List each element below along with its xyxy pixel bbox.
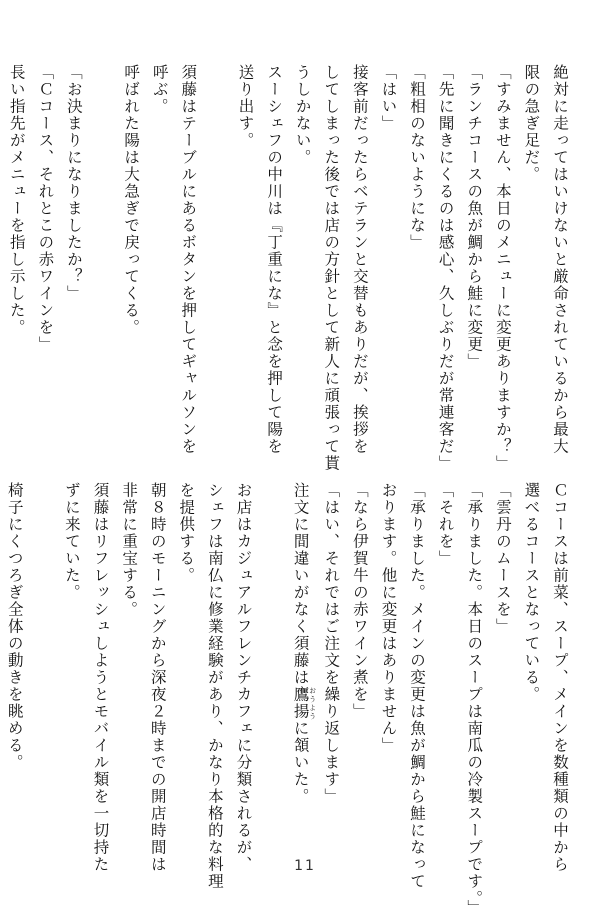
text-line: 選べるコースとなっている。 [522,482,541,703]
text-line: 朝８時のモーニングから深夜２時までの開店時間は [148,482,167,873]
ruby-reading: おうよう [308,686,317,720]
blank-line [29,482,58,862]
text-line: 長い指先がメニューを指し示した。 [7,64,26,336]
text-line: 「すみません、本日のメニューに変更ありますか？」 [493,64,512,472]
text-line: シェフは南仏に修業経験があり、かなり本格的な料理 [205,482,224,890]
text-line: 「はい」 [379,64,398,132]
blank-line [257,482,286,862]
text-line: 非常に重宝する。 [120,482,139,618]
text-line: 絶対に走ってはいけないと厳命されているから最大 [551,64,569,455]
text-line: 「それを」 [436,482,455,567]
ruby-base: 鷹揚 [291,686,310,720]
text-line-with-ruby [286,482,317,862]
text-line: 「承りました。本日のスープは南瓜の冷製スープです。」 [465,482,484,916]
top-text-block [7,64,574,472]
text-line: スーシェフの中川は『丁重にな』と念を押して陽を [265,64,284,455]
text-line: 「承りました。メインの変更は魚が鯛から鮭になって [408,482,427,890]
text-line: 椅子にくつろぎ全体の動きを眺める。 [5,482,24,771]
text-line: 須藤はリフレッシュしようとモバイル類を一切持た [91,482,110,873]
text-line: 須藤はテーブルにあるボタンを押してギャルソンを [179,64,198,455]
text-line: 送り出す。 [236,64,255,149]
page-number: 11 [294,858,316,874]
text-line: 「はい、それではご注文を繰り返します」 [322,482,341,805]
text-line: 「なら伊賀牛の赤ワイン煮を」 [350,482,369,720]
ruby-word [291,686,317,720]
text-line: Ｃコースは前菜、スープ、メインを数種類の中から [551,482,569,873]
text-line: 「Ｃコース、それとこの赤ワインを」 [36,64,55,353]
text-line: 「ランチコースの魚が鯛から鮭に変更」 [465,64,484,370]
text-line: 「雲丹のムースを」 [493,482,512,635]
text-line: 接客前だったらベテランと交替もありだが、挨拶を [350,64,369,455]
text-line: を提供する。 [177,482,196,584]
text-line: おります。他に変更はありません」 [379,482,398,754]
text-line: ずに来ていた。 [62,482,81,601]
text-segment: に頷いた。 [291,720,310,805]
text-line: 「先に聞きにくるのは感心、久しぶりだが常連客だ」 [436,64,455,472]
text-line [0,64,2,434]
blank-line [202,64,231,434]
text-line: 限の急ぎ足だ。 [522,64,541,183]
text-line: お店はカジュアルフレンチカフェに分類されるが、 [234,482,253,873]
text-line: 呼ばれた陽は大急ぎで戻ってくる。 [122,64,141,336]
blank-line [88,64,117,434]
text-line: 呼ぶ。 [150,64,169,115]
text-line: 「粗相のないようにな」 [408,64,427,251]
text-line: 「お決まりになりましたか？」 [64,64,83,302]
text-line: してしまった後では店の方針として新人に頑張って貰 [322,64,341,472]
text-segment: 注文に間違いがなく須藤は [291,482,310,686]
text-line: うしかない。 [293,64,312,166]
